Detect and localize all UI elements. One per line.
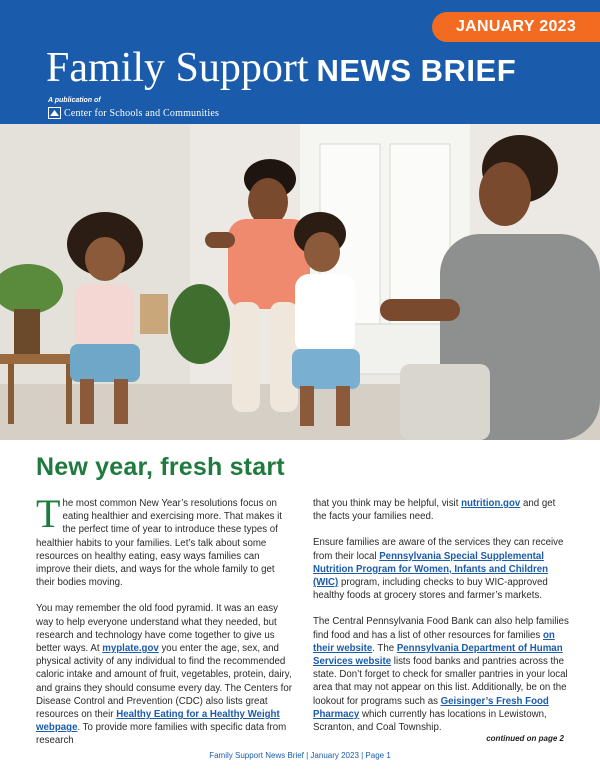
paragraph-text: that you think may be helpful, visit <box>313 498 462 509</box>
food-bank-website-link[interactable]: on their website <box>313 629 555 654</box>
hero-photo <box>0 124 600 440</box>
org-logo-icon <box>48 107 61 119</box>
paragraph-text: . The <box>372 642 397 654</box>
newsletter-title <box>46 44 516 92</box>
pa-dhs-website-link[interactable]: Pennsylvania Department of Human Services website <box>313 642 563 668</box>
title-serif-part: Family Support <box>46 45 309 91</box>
myplate-link[interactable]: myplate.gov <box>102 643 159 655</box>
geisinger-pharmacy-link[interactable]: Geisinger’s Fresh Food Pharmacy <box>313 695 549 720</box>
issue-date-badge: JANUARY 2023 <box>432 12 600 42</box>
paragraph-text: . To provide more families with specific data from research <box>36 722 287 747</box>
family-dancing-illustration <box>0 124 600 440</box>
paragraph-food-pyramid <box>36 602 294 747</box>
article-headline: New year, fresh start <box>36 453 285 481</box>
page-footer: Family Support News Brief | January 2023 | Page 1 <box>209 751 391 760</box>
article-column-left <box>36 491 294 761</box>
paragraph-text: You may remember the old food pyramid. It was an easy way to help everyone understand what they needed, but research and technology have come together to give us better ways. At <box>36 603 278 655</box>
article-column-right <box>313 497 571 747</box>
paragraph-text: lists food banks and pantries across the state. Don’t forget to check for smaller pantries in your local area that may not appear on this list. Additionally, be on the lookout for programs such as <box>313 656 568 707</box>
publisher-org <box>48 107 219 119</box>
paragraph-text: and get the facts your families need. <box>313 498 556 523</box>
cdc-healthy-eating-link[interactable]: Healthy Eating for a Healthy Weight webpage <box>36 709 280 734</box>
paragraph-text: you enter the age, sex, and physical activity of any individual to find the recommended caloric intake and amount of fruit, vegetables, protein, dairy, and grains they should consume every day. The Centers for Disease Control and Prevention (CDC) also lists great resources on their <box>36 643 292 721</box>
paragraph-text: Ensure families are aware of the services they can receive from their local <box>313 537 564 562</box>
paragraph-wic <box>313 536 571 602</box>
paragraph-text: program, including checks to buy WIC-approved healthy foods at grocery stores and farmer’s markets. <box>313 577 548 602</box>
paragraph-food-bank <box>313 615 571 734</box>
drop-cap: T <box>36 491 61 536</box>
wic-program-link[interactable]: Pennsylvania Special Supplemental Nutrition Program for Women, Infants and Children (WIC) <box>313 550 549 589</box>
paragraph-intro <box>36 491 294 589</box>
paragraph-text: which currently has locations in Lewistown, Scranton, and Coal Township. <box>313 708 547 734</box>
masthead <box>0 0 600 124</box>
paragraph-nutrition <box>313 497 571 523</box>
nutrition-gov-link[interactable]: nutrition.gov <box>461 498 521 509</box>
paragraph-text: he most common New Year’s resolutions focus on eating healthier and exercising more. That makes it the perfect time of year to introduce these types of healthier habits to your families. Let’s talk about some resources on healthy eating, easy ways families can improve their diets, and ways for the whole family to get their bodies moving. <box>36 498 282 589</box>
org-name: Center for Schools and Communities <box>64 107 220 119</box>
continued-note: continued on page 2 <box>486 734 564 743</box>
paragraph-text: The Central Pennsylvania Food Bank can also help families find food and has a list of other resources for families <box>313 616 569 641</box>
title-sans-part: NEWS BRIEF <box>316 53 517 88</box>
publication-of-label: A publication of <box>48 97 101 104</box>
